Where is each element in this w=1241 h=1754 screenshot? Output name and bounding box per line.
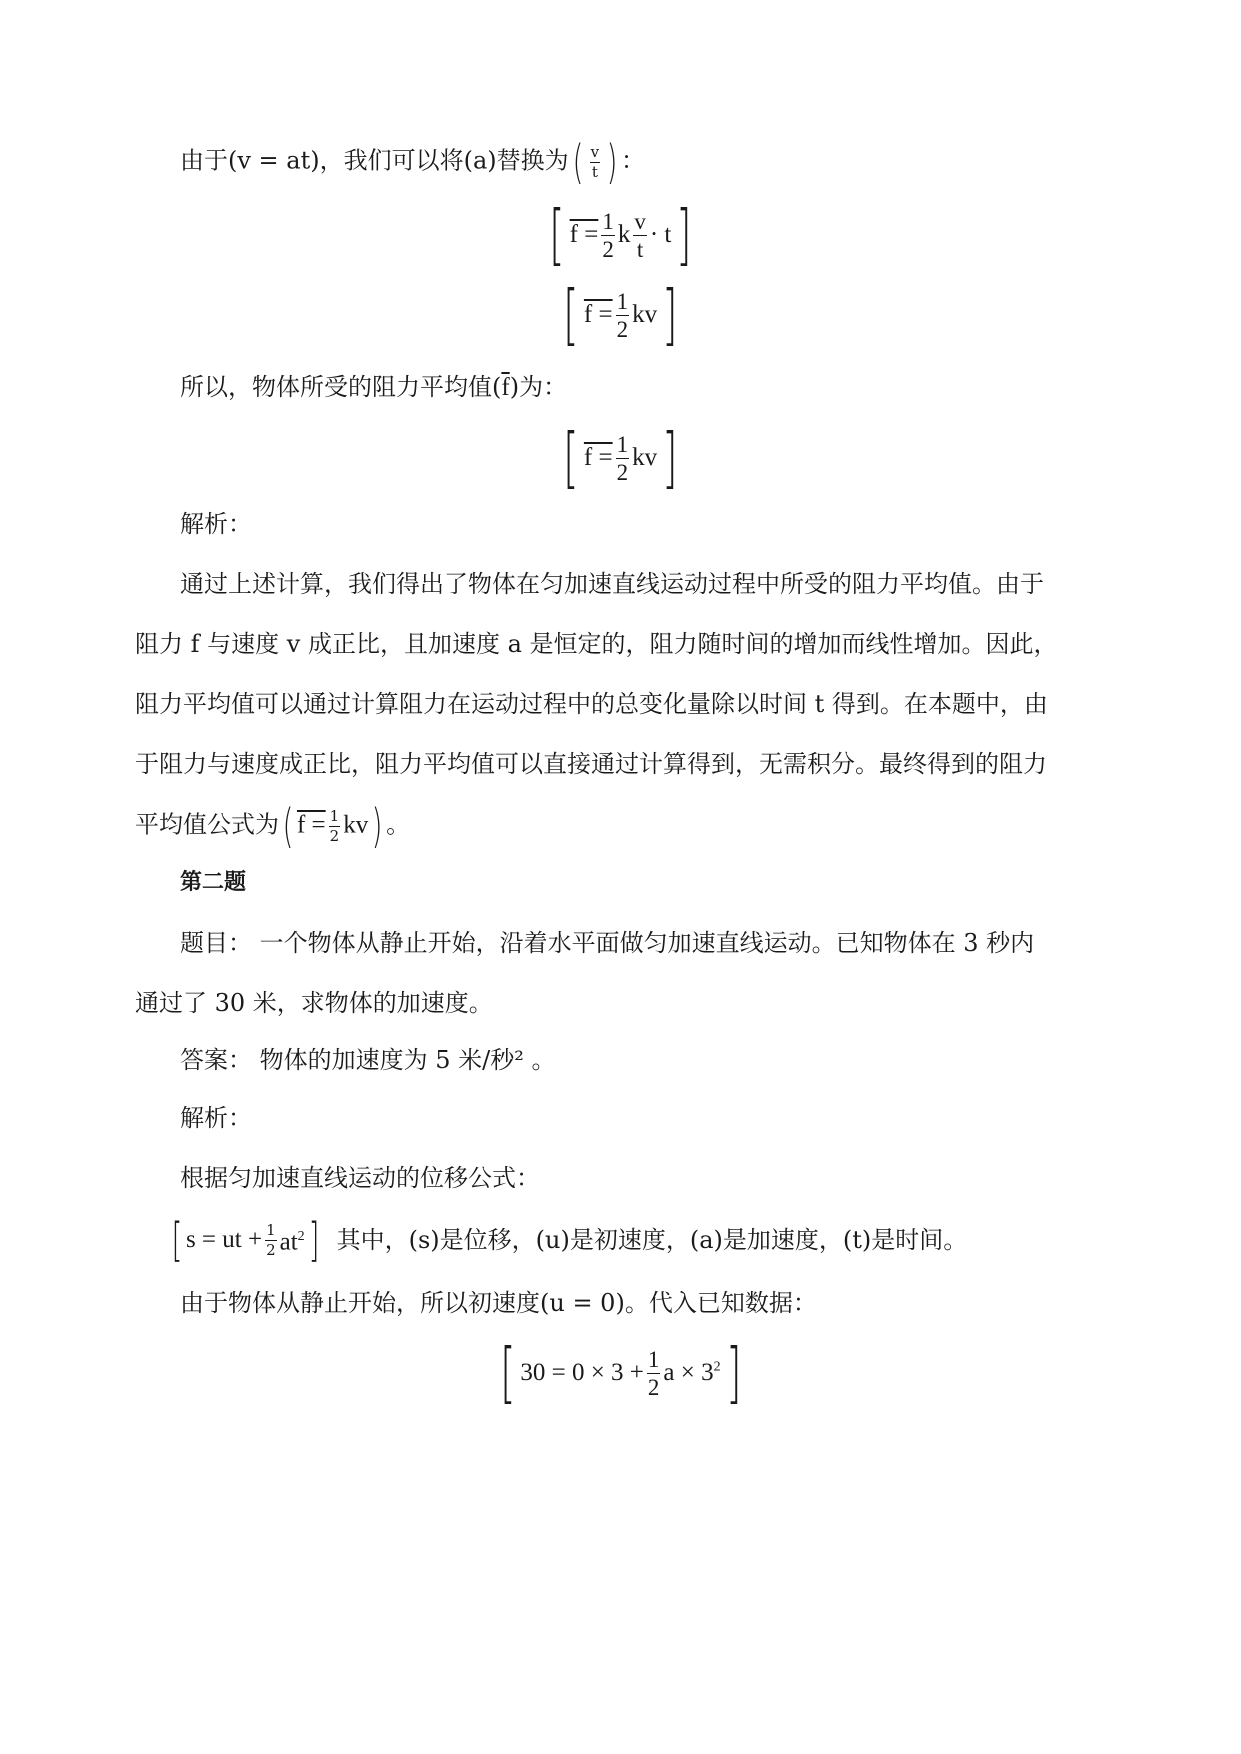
right-paren: ) [371,799,383,853]
denominator: t [591,162,598,181]
equation-lhs: f = [583,301,613,328]
equation-term: k [617,221,631,248]
equation [0,1334,1241,1411]
numerator: 1 [602,208,614,234]
fraction [647,1348,661,1399]
numerator: 1 [329,806,340,825]
denominator: 2 [616,316,629,342]
equation-term: · t [649,221,672,248]
denominator: 2 [647,1374,660,1400]
fraction [265,1220,277,1259]
paragraph-line: 阻力平均值可以通过计算阻力在运动过程中的总变化量除以时间 t 得到。在本题中，由 [135,690,1048,718]
paragraph-line [135,799,411,853]
fraction [329,806,341,845]
text-segment: )为： [509,373,568,401]
paragraph-line: 通过了 30 米，求物体的加速度。 [135,989,493,1017]
right-bracket: ] [662,419,678,496]
equation [0,196,1241,273]
paragraph-line: 由于物体从静止开始，所以初速度(u = 0)。代入已知数据： [180,1289,817,1317]
numerator: 1 [616,431,629,457]
left-paren: ( [282,799,294,853]
equation-term: kv [632,301,658,328]
section-heading: 第二题 [180,870,247,895]
left-bracket: [ [171,1213,183,1267]
math-term-base: at [279,1228,298,1256]
denominator: 2 [616,459,629,485]
denominator: 2 [329,826,340,845]
text-segment: 所以，物体所受的阻力平均值( [180,373,502,401]
fraction [633,210,647,261]
paragraph-line: 阻力 f 与速度 v 成正比，且加速度 a 是恒定的，阻力随时间的增加而线性增加。因此， [135,630,1058,658]
denominator: t [636,236,644,262]
paragraph-line: 通过上述计算，我们得出了物体在匀加速直线运动过程中所受的阻力平均值。由于 [180,570,1044,598]
left-bracket: [ [563,419,579,496]
equation-term-base: a × 3 [663,1359,714,1386]
fraction [616,433,630,484]
equation-lhs: f = [583,444,613,471]
equation [0,276,1241,353]
text-segment: 平均值公式为 [135,810,279,839]
answer-line: 答案： 物体的加速度为 5 米/秒² 。 [180,1046,556,1074]
numerator: 1 [266,1220,276,1239]
paragraph-line: 题目： 一个物体从静止开始，沿着水平面做匀加速直线运动。已知物体在 3 秒内 [180,929,1035,957]
right-bracket: ] [725,1334,742,1411]
text-line [180,370,567,405]
math-term: kv [343,811,369,839]
equation-term: kv [632,444,658,471]
math-term [280,1220,305,1259]
math-symbol: $\overline{f}$ [501,374,510,401]
denominator: 2 [266,1240,276,1259]
paragraph-line: 于阻力与速度成正比，阻力平均值可以直接通过计算得到，无需积分。最终得到的阻力 [135,750,1047,778]
formula-line [168,1213,968,1267]
math-lhs: f = [296,811,326,839]
text-segment: 其中，(s)是位移，(u)是初速度，(a)是加速度，(t)是时间。 [336,1226,968,1254]
superscript: 2 [297,1229,305,1245]
fraction [601,210,615,261]
right-paren: ) [606,135,618,189]
equation [0,419,1241,496]
left-bracket: [ [549,196,565,273]
numerator: v [634,208,646,234]
paragraph-line: 根据匀加速直线运动的位移公式： [180,1164,540,1192]
right-bracket: ] [308,1213,320,1267]
equation-lhs: 30 = 0 × 3 + [520,1359,644,1386]
equation-lhs: f = [569,221,599,248]
left-paren: ( [572,135,584,189]
text-line [180,135,646,189]
section-label: 解析： [180,1104,252,1132]
numerator: 1 [647,1346,660,1372]
numerator: v [590,142,600,161]
text-segment: 。 [386,810,411,839]
right-bracket: ] [662,276,678,353]
section-label: 解析： [180,510,252,538]
right-bracket: ] [676,196,692,273]
text-segment: ： [621,146,646,175]
denominator: 2 [602,236,614,262]
math-lhs: s = ut + [185,1226,263,1253]
equation-term [663,1359,720,1387]
text-segment: 由于(v = at)，我们可以将(a)替换为 [180,146,569,175]
superscript: 2 [713,1359,721,1375]
numerator: 1 [616,288,629,314]
fraction [616,290,630,341]
left-bracket: [ [499,1334,516,1411]
fraction [590,142,600,181]
left-bracket: [ [563,276,579,353]
